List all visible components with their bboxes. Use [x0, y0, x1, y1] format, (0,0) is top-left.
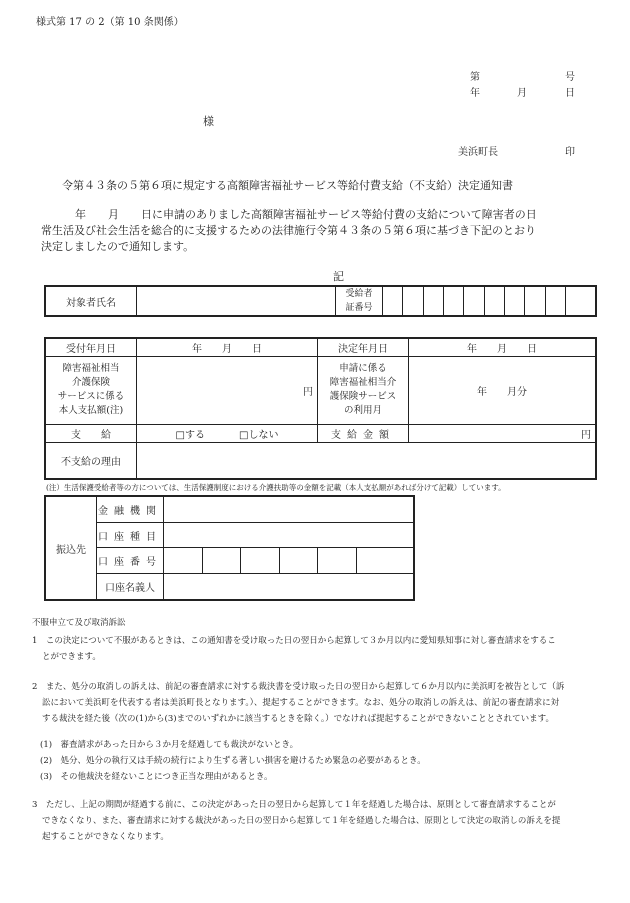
details-table	[44, 337, 597, 480]
appeal-item-3-line-2: できなくなり、また、審査請求に対する裁決があった日の翌日から起算して１年を経過した場合は、原則として決定の取消しの訴えを提	[42, 816, 561, 826]
body-line-1: 年 月 日に申請のありました高額障害福祉サービス等給付費の支給について障害者の日	[75, 208, 537, 221]
account-digit-4[interactable]	[279, 548, 318, 574]
body-line-2: 常生活及び社会生活を総合的に支援するための法律施行令第４３条の５第６項に基づき下記のとおり	[41, 224, 536, 237]
recipient-digit-8[interactable]	[525, 286, 545, 316]
bank-table	[44, 495, 415, 601]
seal: 印	[565, 147, 575, 158]
recipient-digit-9[interactable]	[545, 286, 565, 316]
bank-institution-label: 金融機関	[97, 496, 164, 522]
recipient-digit-7[interactable]	[504, 286, 524, 316]
account-digit-6[interactable]	[356, 548, 414, 574]
usage-month-label: 申請に係る 障害福祉相当介 護保険サービス の利用月	[318, 356, 409, 424]
recipient-digit-2[interactable]	[403, 286, 423, 316]
document-title: 令第４３条の５第６項に規定する高額障害福祉サービス等給付費支給（不支給）決定通知書	[62, 179, 513, 192]
date-month: 月	[517, 88, 527, 99]
appeal-heading: 不服申立て及び取消訴訟	[32, 618, 126, 628]
recipient-digit-6[interactable]	[484, 286, 504, 316]
appeal-section	[32, 615, 564, 845]
payment-yes-checkbox[interactable]: □する	[175, 429, 205, 441]
recipient-digit-3[interactable]	[423, 286, 443, 316]
account-digit-5[interactable]	[318, 548, 357, 574]
amount-label: 支給金額	[318, 424, 409, 442]
recipient-digit-4[interactable]	[443, 286, 463, 316]
appeal-sub-item-3: (3) その他裁決を経ないことにつき正当な理由があるとき。	[40, 772, 273, 782]
appeal-item-2-line-1: 2 また、処分の取消しの訴えは、前記の審査請求に対する裁決書を受け取った日の翌日から起算して６か月以内に美浜町を被告として（訴	[32, 682, 565, 692]
account-holder-field[interactable]	[164, 574, 415, 600]
account-type-label: 口座種目	[97, 522, 164, 548]
reason-field[interactable]	[137, 442, 597, 479]
recipient-table	[44, 285, 597, 317]
appeal-item-3-line-3: 起することができなくなります。	[42, 832, 169, 842]
recipient-digit-10[interactable]	[565, 286, 596, 316]
amount-field[interactable]: 円	[409, 424, 597, 442]
decision-date-label: 決定年月日	[318, 338, 409, 356]
payment-choice	[137, 424, 318, 442]
appeal-item-1-line-2: とができます。	[42, 652, 101, 662]
appeal-sub-item-2: (2) 処分、処分の執行又は手続の続行により生ずる著しい損害を避けるため緊急の必要があるとき。	[40, 756, 426, 766]
appeal-sub-item-1: (1) 審査請求があった日から３か月を経過しても裁決がないとき。	[40, 740, 299, 750]
received-date-value[interactable]: 年 月 日	[137, 338, 318, 356]
issuer: 美浜町長	[458, 147, 498, 158]
appeal-item-2-line-3: する裁決を経た後（次の(1)から(3)までのいずれかに該当するときを除く。）でなければ提起することができないこととされています。	[42, 714, 554, 724]
recipient-digit-1[interactable]	[383, 286, 403, 316]
appeal-item-2-line-2: 訟において美浜町を代表する者は美浜町長となります。）、提起することができます。なお、処分の取消しの訴えは、前記の審査請求に対	[42, 698, 560, 708]
account-number-label: 口座番号	[97, 548, 164, 574]
addressee-suffix: 様	[203, 115, 214, 128]
form-number: 様式第 17 の 2（第 10 条関係）	[36, 17, 184, 28]
reason-label: 不支給の理由	[45, 442, 137, 479]
account-digit-2[interactable]	[202, 548, 241, 574]
account-digit-3[interactable]	[241, 548, 280, 574]
note-text: (注）生活保護受給者等の方については、生活保護制度における介護扶助等の金額を記載（本人支払額があれば分けて記載）しています。	[46, 483, 506, 492]
body-line-3: 決定しましたので通知します。	[41, 240, 195, 253]
date-day: 日	[565, 88, 575, 99]
payment-no-checkbox[interactable]: □しない	[239, 429, 279, 441]
appeal-item-3-line-1: 3 ただし、上記の期間が経過する前に、この決定があった日の翌日から起算して１年を経過した場合は、原則として審査請求することが	[32, 800, 556, 810]
recipient-number-label: 受給者 証番号	[336, 286, 383, 316]
appeal-item-1-line-1: 1 この決定について不服があるときは、この通知書を受け取った日の翌日から起算して３か月以内に愛知県知事に対し審査請求をするこ	[32, 636, 556, 646]
bank-section-label: 振込先	[45, 496, 97, 600]
recipient-digit-5[interactable]	[464, 286, 484, 316]
ki-label: 記	[333, 270, 344, 283]
received-date-label: 受付年月日	[45, 338, 137, 356]
account-type-field[interactable]	[164, 522, 415, 548]
decision-date-value[interactable]: 年 月 日	[409, 338, 597, 356]
doc-number-label: 第	[470, 72, 480, 83]
name-field[interactable]	[137, 286, 336, 316]
payment-label: 支 給	[45, 424, 137, 442]
doc-number-suffix: 号	[565, 72, 575, 83]
bank-institution-field[interactable]	[164, 496, 415, 522]
burden-amount-label: 障害福祉相当 介護保険 サービスに係る 本人支払額(注)	[45, 356, 137, 424]
burden-amount-field[interactable]: 円	[137, 356, 318, 424]
date-year: 年	[470, 88, 480, 99]
account-holder-label: 口座名義人	[97, 574, 164, 600]
usage-month-value[interactable]: 年 月分	[409, 356, 597, 424]
name-label: 対象者氏名	[45, 286, 137, 316]
account-digit-1[interactable]	[164, 548, 203, 574]
